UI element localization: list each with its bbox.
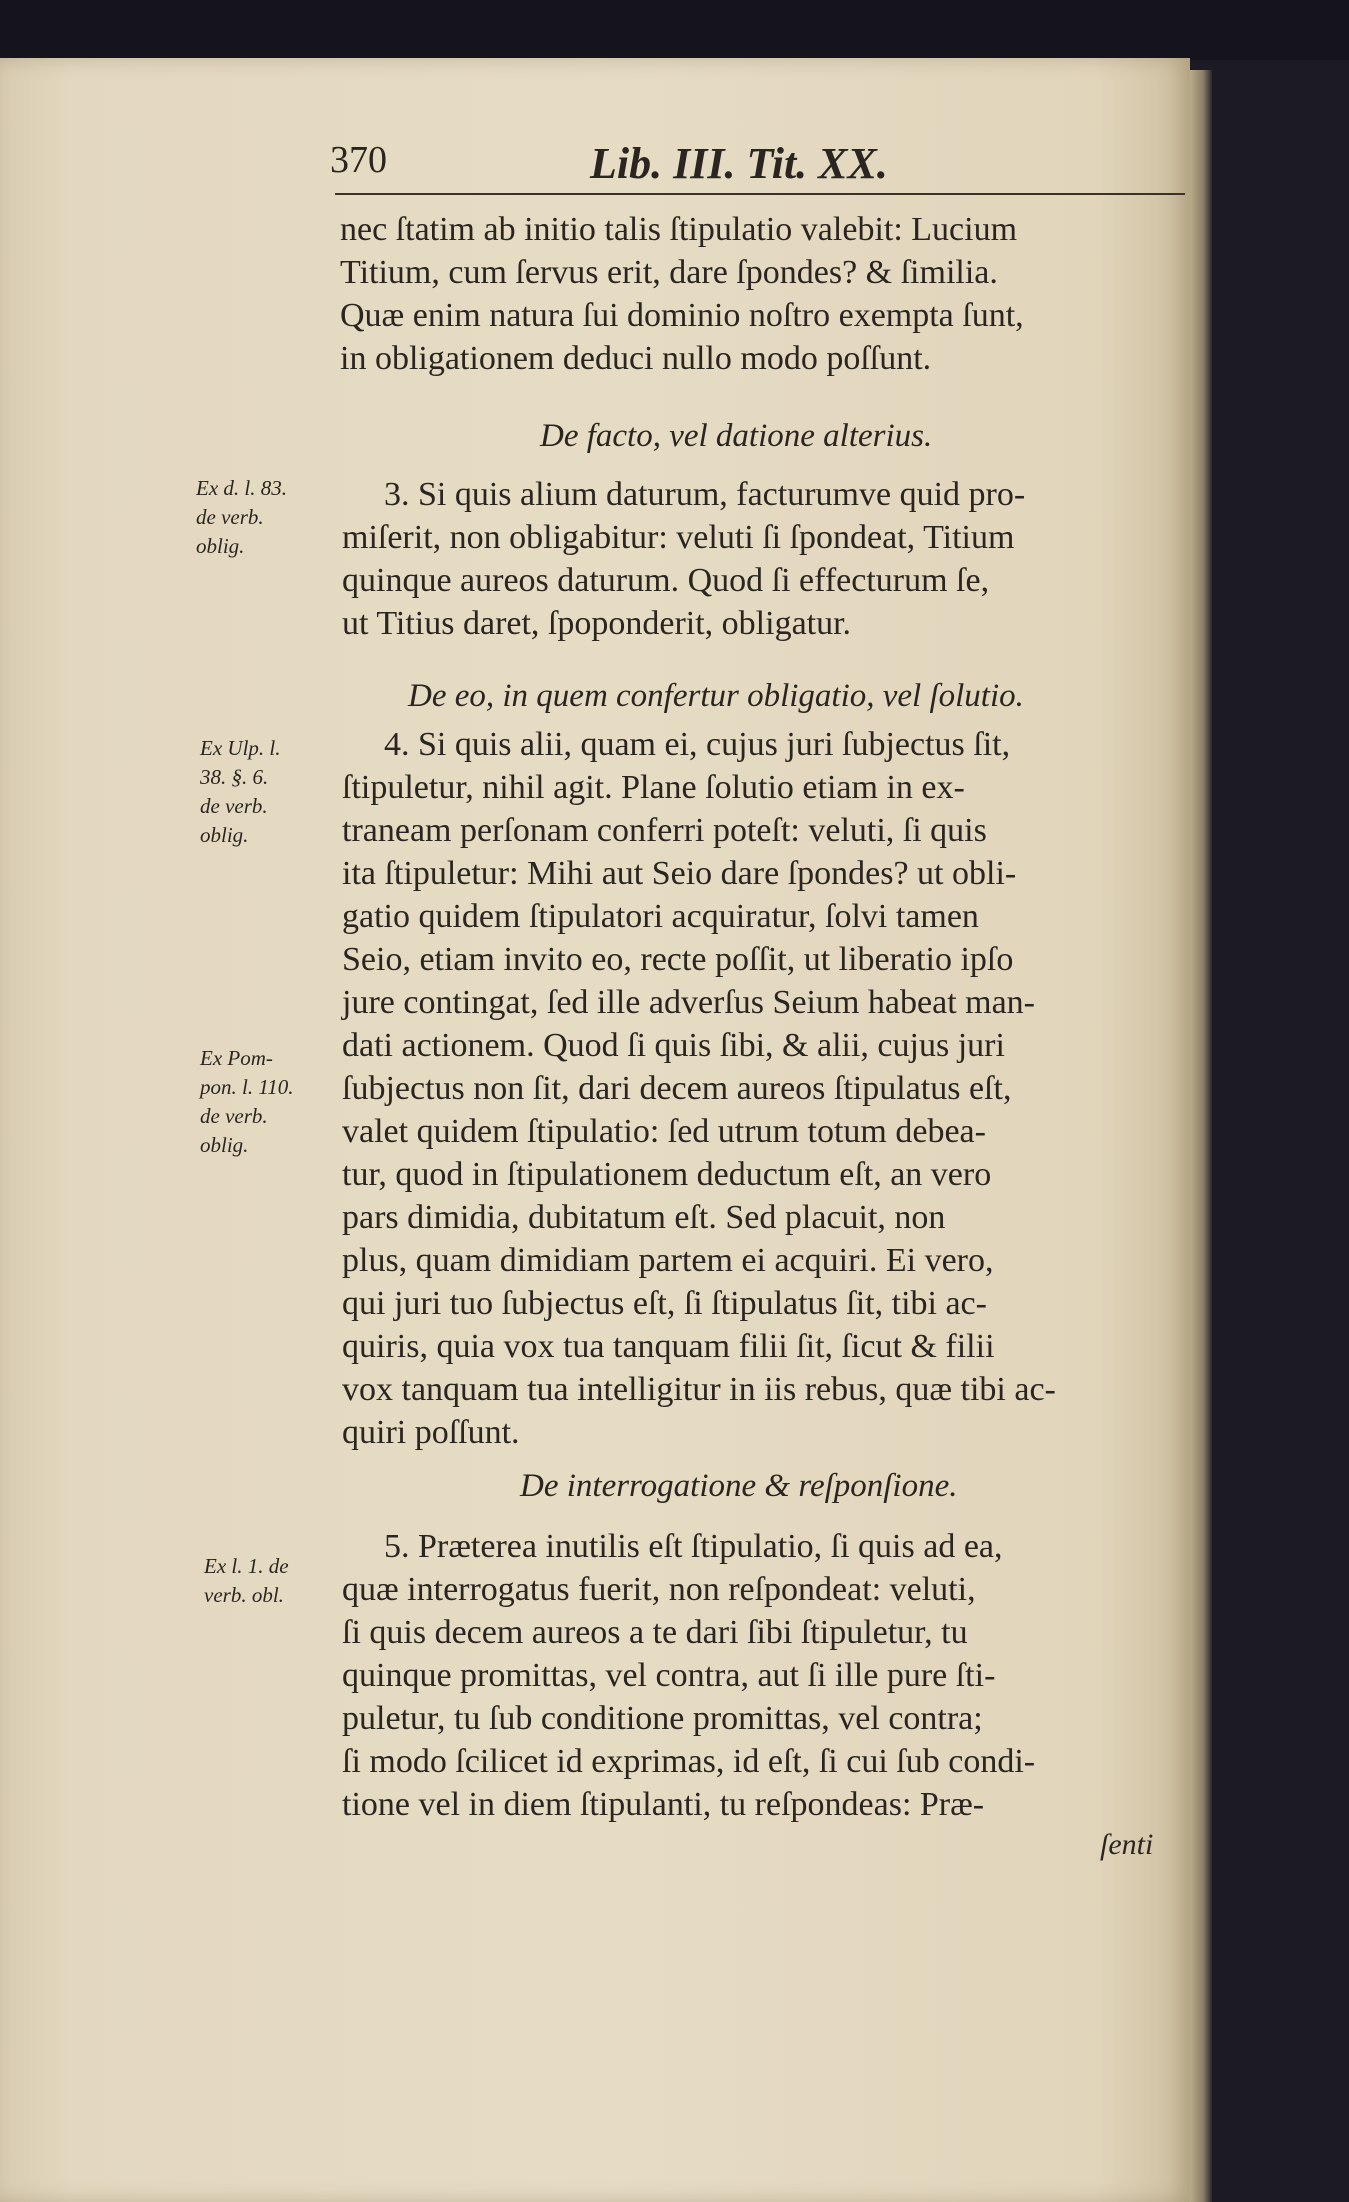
section-heading: De facto, vel datione alterius. — [540, 418, 933, 454]
text-line: ſubjectus non ſit, dari decem aureos ſtipulatus eſt, — [342, 1070, 1012, 1107]
text-line: traneam perſonam conferri poteſt: veluti, ſi quis — [342, 812, 987, 849]
margin-note: Ex Pom- pon. l. 110. de verb. oblig. — [200, 1046, 294, 1157]
page-edge — [1190, 70, 1212, 2202]
text-line: puletur, tu ſub conditione promittas, vel contra; — [342, 1700, 983, 1737]
margin-note: Ex l. 1. de verb. obl. — [204, 1554, 289, 1607]
text-line: tur, quod in ſtipulationem deductum eſt, an vero — [342, 1156, 992, 1193]
margin-note: Ex d. l. 83. de verb. oblig. — [196, 476, 287, 558]
text-line: vox tanquam tua intelligitur in iis rebus, quæ tibi ac- — [342, 1371, 1056, 1408]
text-line: 4. Si quis alii, quam ei, cujus juri ſubjectus ſit, — [384, 726, 1011, 763]
text-line: qui juri tuo ſubjectus eſt, ſi ſtipulatus ſit, tibi ac- — [342, 1285, 987, 1322]
text-line: ſi modo ſcilicet id exprimas, id eſt, ſi cui ſub condi- — [342, 1743, 1036, 1780]
catchword: ſenti — [1100, 1828, 1154, 1861]
text-line: ut Titius daret, ſpoponderit, obligatur. — [342, 605, 852, 642]
text-line: quinque promittas, vel contra, aut ſi ille pure ſti- — [342, 1657, 996, 1694]
text-line: miſerit, non obligabitur: veluti ſi ſpondeat, Titium — [342, 519, 1015, 556]
text-line: quiri poſſunt. — [342, 1414, 520, 1451]
text-line: valet quidem ſtipulatio: ſed utrum totum debea- — [342, 1113, 986, 1150]
text-line: quiris, quia vox tua tanquam filii ſit, ſicut & filii — [342, 1328, 995, 1365]
text-line: Titium, cum ſervus erit, dare ſpondes? & ſimilia. — [340, 254, 998, 291]
text-line: in obligationem deduci nullo modo poſſunt. — [340, 340, 932, 377]
text-line: jure contingat, ſed ille adverſus Seium habeat man- — [342, 984, 1035, 1021]
header-rule — [335, 193, 1185, 195]
text-line: quinque aureos daturum. Quod ſi effecturum ſe, — [342, 562, 990, 599]
text-line: plus, quam dimidiam partem ei acquiri. Ei vero, — [342, 1242, 994, 1279]
text-line: ita ſtipuletur: Mihi aut Seio dare ſpondes? ut obli- — [342, 855, 1017, 892]
text-line: 5. Præterea inutilis eſt ſtipulatio, ſi quis ad ea, — [384, 1528, 1003, 1565]
text-line: pars dimidia, dubitatum eſt. Sed placuit, non — [342, 1199, 946, 1236]
text-line: quæ interrogatus fuerit, non reſpondeat: veluti, — [342, 1571, 976, 1608]
text-line: gatio quidem ſtipulatori acquiratur, ſolvi tamen — [342, 898, 979, 935]
section-heading: De interrogatione & reſponſione. — [520, 1468, 958, 1504]
running-title: Lib. III. Tit. XX. — [590, 139, 888, 188]
text-line: ſi quis decem aureos a te dari ſibi ſtipuletur, tu — [342, 1614, 968, 1651]
section-heading: De eo, in quem confertur obligatio, vel ſolutio. — [408, 678, 1024, 714]
text-line: 3. Si quis alium daturum, facturumve quid pro- — [384, 476, 1026, 513]
page-number: 370 — [330, 139, 387, 181]
margin-note: Ex Ulp. l. 38. §. 6. de verb. oblig. — [200, 736, 281, 847]
text-line: nec ſtatim ab initio talis ſtipulatio valebit: Lucium — [340, 211, 1018, 248]
scan-background — [0, 0, 1349, 60]
text-line: tione vel in diem ſtipulanti, tu reſpondeas: Præ- — [342, 1786, 985, 1823]
text-line: ſtipuletur, nihil agit. Plane ſolutio etiam in ex- — [342, 769, 965, 806]
text-line: dati actionem. Quod ſi quis ſibi, & alii, cujus juri — [342, 1027, 1005, 1064]
text-line: Seio, etiam invito eo, recte poſſit, ut liberatio ipſo — [342, 941, 1014, 978]
text-line: Quæ enim natura ſui dominio noſtro exempta ſunt, — [340, 297, 1024, 334]
